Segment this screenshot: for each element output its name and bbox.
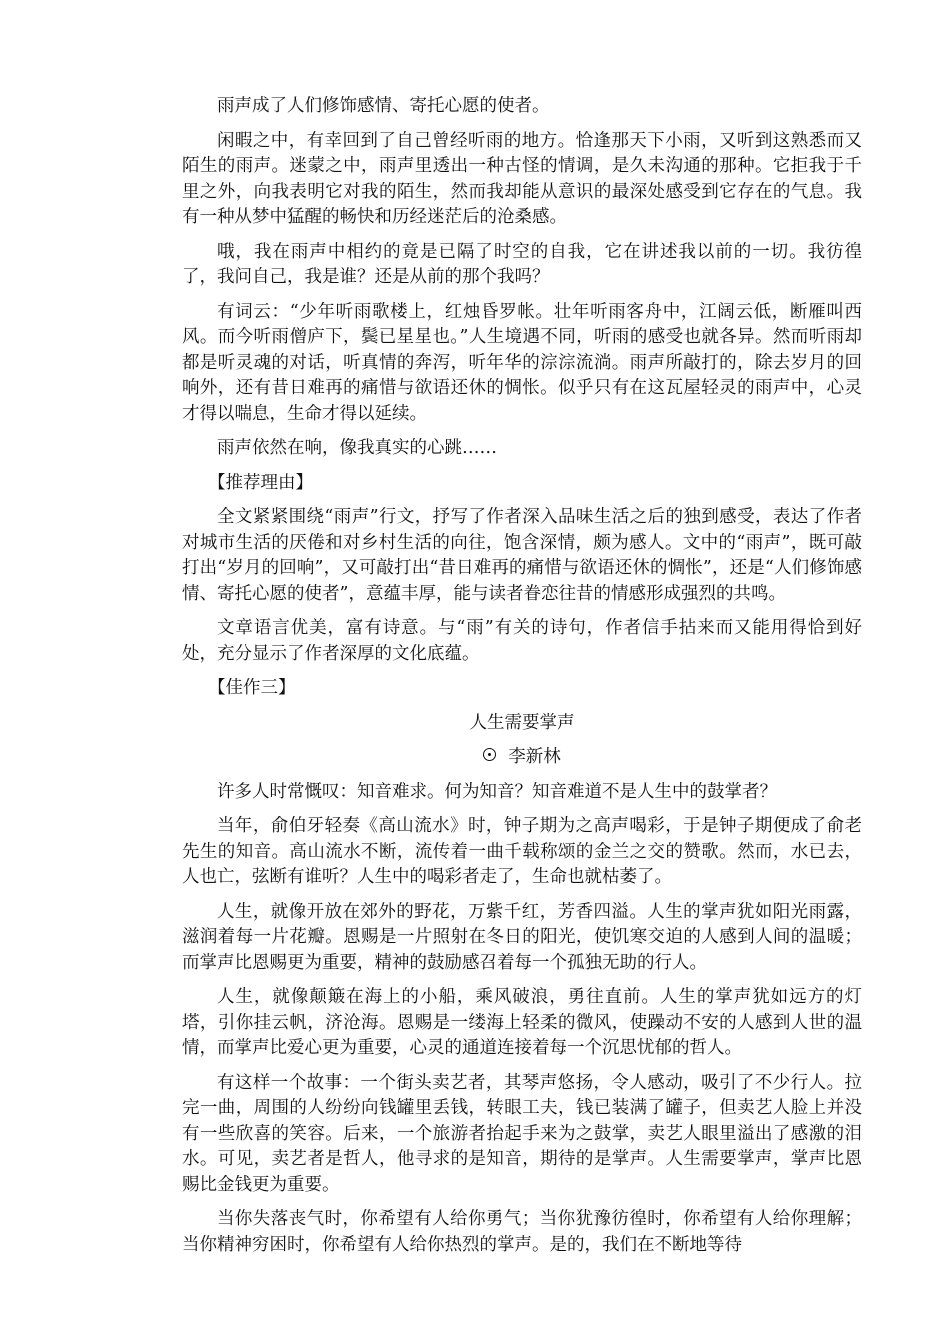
paragraph: 雨声依然在响，像我真实的心跳……: [217, 438, 497, 458]
section-heading-essay3: 【佳作三】: [208, 678, 296, 698]
paragraph: 有这样一个故事：一个街头卖艺者，其琴声悠扬，令人感动，吸引了不少行人。拉完一曲，周围的人纷纷向钱罐里丢钱，转眼工夫，钱已装满了罐子，但卖艺人脸上并没有一些欣喜的笑容。后来，一个旅游者抬起手来为之鼓掌，卖艺人眼里溢出了感激的泪水。可见，卖艺者是哲人，他寻求的是知音，期待的是掌声。人生需要掌声，掌声比恩赐比金钱更为重要。: [182, 1072, 862, 1195]
paragraph: 雨声成了人们修饰感情、寄托心愿的使者。: [217, 96, 550, 116]
paragraph: 人生，就像颠簸在海上的小船，乘风破浪，勇往直前。人生的掌声犹如远方的灯塔，引你挂云帆，济沧海。恩赐是一缕海上轻柔的微风，使躁动不安的人感到人世的温情，而掌声比爱心更为重要，心灵的通道连接着每一个沉思忧郁的哲人。: [182, 987, 862, 1058]
paragraph: 文章语言优美，富有诗意。与“雨”有关的诗句，作者信手拈来而又能用得恰到好处，充分显示了作者深厚的文化底蕴。: [182, 618, 862, 664]
essay-author-line: [182, 745, 862, 771]
paragraph: 哦，我在雨声中相约的竟是已隔了时空的自我，它在讲述我以前的一切。我彷徨了，我问自己，我是谁？还是从前的那个我吗？: [182, 241, 862, 287]
paragraph: 许多人时常慨叹：知音难求。何为知音？知音难道不是人生中的鼓掌者？: [217, 781, 777, 802]
paragraph: 当你失落丧气时，你希望有人给你勇气；当你犹豫彷徨时，你希望有人给你理解；当你精神穷困时，你希望有人给你热烈的掌声。是的，我们在不断地等待: [182, 1209, 862, 1255]
paragraph: 全文紧紧围绕“雨声”行文，抒写了作者深入品味生活之后的独到感受，表达了作者对城市生活的厌倦和对乡村生活的向往，饱含深情，颇为感人。文中的“雨声”，既可敲打出“岁月的回响”，又可敲打出“昔日难再的痛惜与欲语还休的惆怅”，还是“人们修饰感情、寄托心愿的使者”，意蕴丰厚，能与读者眷恋往昔的情感形成强烈的共鸣。: [182, 507, 862, 604]
section-heading-recommend: 【推荐理由】: [208, 472, 313, 493]
author-mark-icon: [483, 748, 496, 761]
document-page: [182, 94, 862, 1267]
essay-author: 李新林: [508, 747, 561, 767]
paragraph: 有词云：“少年听雨歌楼上，红烛昏罗帐。壮年听雨客舟中，江阔云低，断雁叫西风。而今听雨僧庐下，鬓已星星也。”人生境遇不同，听雨的感受也就各异。然而听雨却都是听灵魂的对话，听真情的奔泻，听年华的淙淙流淌。雨声所敲打的，除去岁月的回响外，还有昔日难再的痛惜与欲语还休的惆怅。似乎只有在这瓦屋轻灵的雨声中，心灵才得以喘息，生命才得以延续。: [182, 301, 862, 424]
paragraph: 当年，俞伯牙轻奏《高山流水》时，钟子期为之高声喝彩，于是钟子期便成了俞老先生的知音。高山流水不断，流传着一曲千载称颂的金兰之交的赞歌。然而，水已去，人也亡，弦断有谁听？人生中的喝彩者走了，生命也就枯萎了。: [182, 816, 862, 887]
paragraph: 人生，就像开放在郊外的野花，万紫千红，芳香四溢。人生的掌声犹如阳光雨露，滋润着每一片花瓣。恩赐是一片照射在冬日的阳光，使饥寒交迫的人感到人间的温暖；而掌声比恩赐更为重要，精神的鼓励感召着每一个孤独无助的行人。: [182, 901, 862, 973]
paragraph: 闲暇之中，有幸回到了自己曾经听雨的地方。恰逢那天下小雨，又听到这熟悉而又陌生的雨声。迷蒙之中，雨声里透出一种古怪的情调，是久未沟通的那种。它拒我于千里之外，向我表明它对我的陌生，然而我却能从意识的最深处感受到它存在的气息。我有一种从梦中猛醒的畅快和历经迷茫后的沧桑感。: [182, 130, 862, 227]
essay-title: 人生需要掌声: [469, 712, 575, 733]
